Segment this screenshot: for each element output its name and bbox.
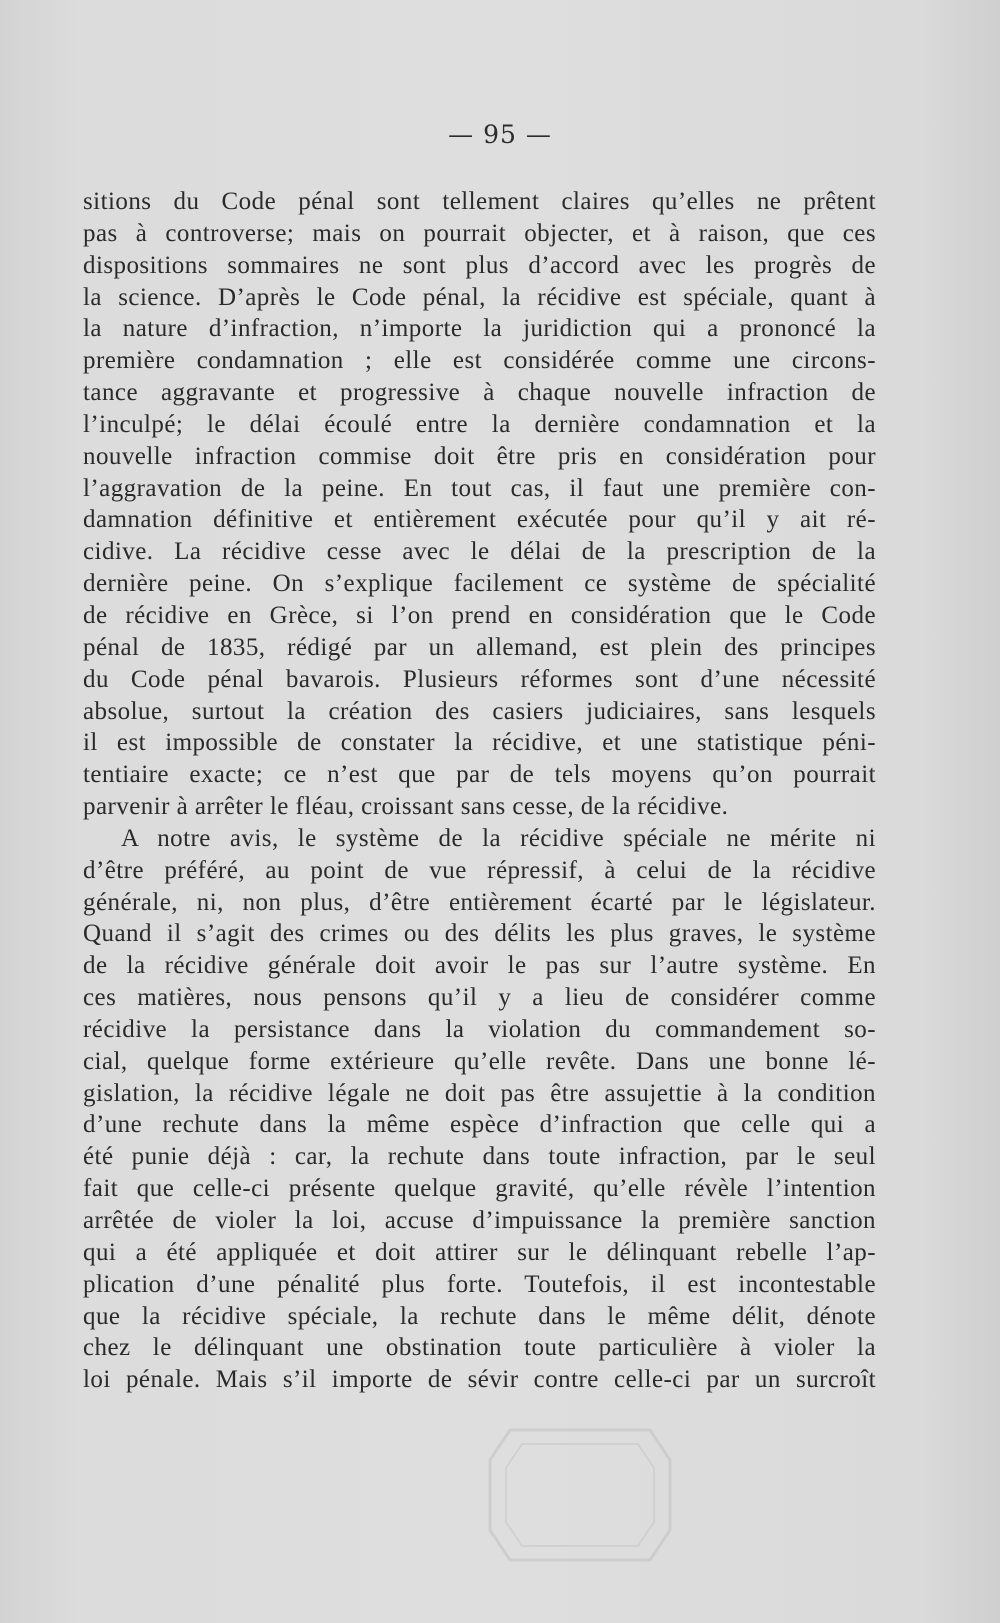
text-line: plication d’une pénalité plus forte. Toutefois, il est incontestable	[83, 1270, 876, 1298]
text-line: il est impossible de constater la récidive, et une statistique péni-	[83, 729, 876, 757]
text-line: d’une rechute dans la même espèce d’infraction que celle qui a	[83, 1111, 876, 1139]
text-line: dispositions sommaires ne sont plus d’accord avec les progrès de	[83, 251, 876, 279]
text-line: absolue, surtout la création des casiers judiciaires, sans lesquels	[83, 697, 876, 725]
text-line: pas à controverse; mais on pourrait objecter, et à raison, que ces	[83, 219, 876, 247]
text-line: chez le délinquant une obstination toute particulière à violer la	[83, 1334, 876, 1362]
text-line: tance aggravante et progressive à chaque nouvelle infraction de	[83, 379, 876, 407]
text-line: parvenir à arrêter le fléau, croissant sans cesse, de la récidive.	[83, 793, 729, 821]
text-line: générale, ni, non plus, d’être entièrement écarté par le législateur.	[83, 888, 876, 916]
page-number: — 95 —	[448, 120, 552, 149]
text-line: dernière peine. On s’explique facilement ce système de spécialité	[83, 570, 876, 598]
text-line: récidive la persistance dans la violation du commandement so-	[83, 1015, 876, 1043]
text-line: nouvelle infraction commise doit être pris en considération pour	[83, 442, 876, 470]
text-line: arrêtée de violer la loi, accuse d’impuissance la première sanction	[83, 1207, 876, 1234]
text-line: ces matières, nous pensons qu’il y a lieu de considérer comme	[83, 984, 876, 1012]
text-line: pénal de 1835, rédigé par un allemand, est plein des principes	[83, 633, 876, 661]
text-line: de la récidive générale doit avoir le pas sur l’autre système. En	[83, 952, 876, 980]
text-line: sitions du Code pénal sont tellement claires qu’elles ne prêtent	[83, 188, 876, 215]
text-line: été punie déjà : car, la rechute dans toute infraction, par le seul	[83, 1143, 876, 1171]
text-line: tentiaire exacte; ce n’est que par de tels moyens qu’on pourrait	[83, 761, 876, 789]
text-line: gislation, la récidive légale ne doit pas être assujettie à la condition	[83, 1079, 876, 1107]
text-line: fait que celle-ci présente quelque gravité, qu’elle révèle l’intention	[83, 1175, 876, 1203]
text-line: première condamnation ; elle est considérée comme une circons-	[83, 347, 876, 375]
faded-library-stamp	[480, 1420, 680, 1570]
text-line: l’aggravation de la peine. En tout cas, il faut une première con-	[83, 474, 876, 502]
body-text	[83, 186, 876, 1396]
text-line: la science. D’après le Code pénal, la récidive est spéciale, quant à	[83, 283, 876, 311]
text-line: Quand il s’agit des crimes ou des délits les plus graves, le système	[83, 920, 876, 948]
text-line: d’être préféré, au point de vue répressif, à celui de la récidive	[83, 856, 876, 884]
text-line: qui a été appliquée et doit attirer sur le délinquant rebelle l’ap-	[83, 1238, 876, 1266]
text-line: loi pénale. Mais s’il importe de sévir contre celle-ci par un surcroît	[83, 1366, 876, 1394]
text-line: de récidive en Grèce, si l’on prend en considération que le Code	[83, 601, 876, 629]
text-line: que la récidive spéciale, la rechute dans le même délit, dénote	[83, 1302, 876, 1330]
text-line: l’inculpé; le délai écoulé entre la dernière condamnation et la	[83, 410, 876, 438]
text-line: du Code pénal bavarois. Plusieurs réformes sont d’une nécessité	[83, 665, 876, 693]
text-line: cial, quelque forme extérieure qu’elle revête. Dans une bonne lé-	[83, 1047, 876, 1075]
text-line: cidive. La récidive cesse avec le délai de la prescription de la	[83, 538, 876, 566]
text-line: damnation définitive et entièrement exécutée pour qu’il y ait ré-	[83, 506, 876, 534]
text-line: A notre avis, le système de la récidive spéciale ne mérite ni	[121, 824, 876, 852]
text-line: la nature d’infraction, n’importe la juridiction qui a prononcé la	[83, 315, 876, 343]
